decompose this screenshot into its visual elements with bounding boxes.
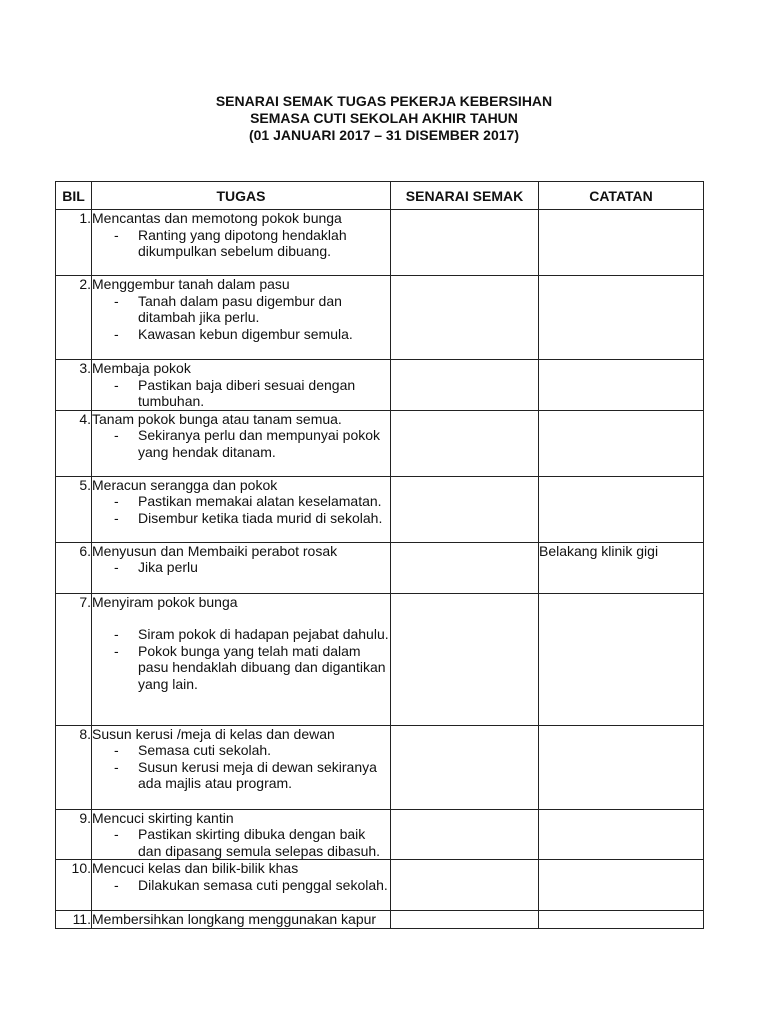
subtask-item: - Pastikan skirting dibuka dengan baik dan dipasang semula selepas dibasuh. [92,826,390,859]
subtask-item: - Jika perlu [92,559,390,576]
task-title: Meracun serangga dan pokok [92,476,278,493]
subtask-list [92,427,390,460]
subtask-list [92,227,390,260]
table-row [56,360,704,411]
row-number: 3. [56,360,92,411]
table-row [56,476,704,542]
row-number: 6. [56,542,92,593]
subtask-list [92,826,390,859]
check-cell[interactable] [391,476,539,542]
subtask-list [92,877,390,894]
table-row [56,809,704,860]
subtask-item: - Semasa cuti sekolah. [92,742,390,759]
table-row [56,542,704,593]
title-line-3: (01 JANUARI 2017 – 31 DISEMBER 2017) [248,127,519,143]
note-cell[interactable] [539,476,704,542]
task-title: Susun kerusi /meja di kelas dan dewan [92,725,335,742]
note-cell[interactable] [539,860,704,911]
task-cell [92,360,391,411]
task-cell [92,476,391,542]
subtask-item: - Disembur ketika tiada murid di sekolah. [92,510,390,527]
subtask-item: - Kawasan kebun digembur semula. [92,326,390,343]
note-cell[interactable] [539,809,704,860]
task-cell [92,809,391,860]
task-title: Membersihkan longkang menggunakan kapur [92,911,377,927]
check-cell[interactable] [391,860,539,911]
check-cell[interactable] [391,593,539,725]
row-number: 8. [56,725,92,809]
table-row [56,860,704,911]
note-cell[interactable] [539,360,704,411]
note-cell[interactable] [539,911,704,929]
title-line-1: SENARAI SEMAK TUGAS PEKERJA KEBERSIHAN [215,93,553,109]
task-title: Tanam pokok bunga atau tanam semua. [92,410,342,427]
task-cell [92,210,391,276]
header-tugas: TUGAS [92,182,391,210]
header-catatan: CATATAN [539,182,704,210]
subtask-list [92,493,390,526]
row-number: 9. [56,809,92,860]
task-title: Menyusun dan Membaiki perabot rosak [92,542,338,559]
subtask-list [92,559,390,576]
check-cell[interactable] [391,911,539,929]
check-cell[interactable] [391,542,539,593]
task-cell [92,725,391,809]
check-cell[interactable] [391,809,539,860]
row-number: 11. [56,911,92,929]
task-title: Membaja pokok [92,360,191,376]
task-cell [92,911,391,929]
subtask-item: - Tanah dalam pasu digembur dan ditambah jika perlu. [92,293,390,326]
note-cell[interactable] [539,276,704,360]
subtask-item: - Pastikan memakai alatan keselamatan. [92,493,390,510]
table-row [56,210,704,276]
subtask-item: - Sekiranya perlu dan mempunyai pokok yang hendak ditanam. [92,427,390,460]
table-row [56,593,704,725]
checklist-table [55,181,704,929]
check-cell[interactable] [391,360,539,411]
subtask-item: - Siram pokok di hadapan pejabat dahulu. [92,626,390,643]
table-header-row [56,182,704,210]
note-cell[interactable] [539,210,704,276]
table-row [56,276,704,360]
check-cell[interactable] [391,725,539,809]
document-title [0,93,768,144]
task-cell [92,593,391,725]
subtask-list [92,626,390,692]
header-senarai-semak: SENARAI SEMAK [391,182,539,210]
task-cell [92,542,391,593]
subtask-item: - Susun kerusi meja di dewan sekiranya ada majlis atau program. [92,759,390,792]
subtask-list [92,293,390,343]
row-number: 10. [56,860,92,911]
task-title: Mencantas dan memotong pokok bunga [92,210,342,226]
check-cell[interactable] [391,276,539,360]
task-title: Menggembur tanah dalam pasu [92,276,290,292]
task-cell [92,860,391,911]
note-cell[interactable] [539,725,704,809]
row-number: 5. [56,476,92,542]
note-cell[interactable] [539,593,704,725]
row-number: 7. [56,593,92,725]
note-cell[interactable] [539,410,704,476]
title-line-2: SEMASA CUTI SEKOLAH AKHIR TAHUN [250,110,518,126]
task-cell [92,276,391,360]
subtask-item: - Pastikan baja diberi sesuai dengan tumbuhan. [92,377,390,410]
subtask-list [92,377,390,410]
task-title: Menyiram pokok bunga [92,593,238,610]
note-cell[interactable]: Belakang klinik gigi [539,542,704,593]
subtask-item: - Pokok bunga yang telah mati dalam pasu hendaklah dibuang dan digantikan yang lain. [92,643,390,693]
subtask-item: - Ranting yang dipotong hendaklah dikumpulkan sebelum dibuang. [92,227,390,260]
header-bil: BIL [56,182,92,210]
check-cell[interactable] [391,210,539,276]
task-cell [92,410,391,476]
table-row [56,410,704,476]
subtask-list [92,742,390,792]
check-cell[interactable] [391,410,539,476]
task-title: Mencuci skirting kantin [92,809,234,826]
subtask-item: - Dilakukan semasa cuti penggal sekolah. [92,877,390,894]
table-row [56,725,704,809]
row-number: 1. [56,210,92,276]
row-number: 4. [56,410,92,476]
task-title: Mencuci kelas dan bilik-bilik khas [92,860,299,876]
spacer [92,610,390,626]
row-number: 2. [56,276,92,360]
table-row [56,911,704,929]
